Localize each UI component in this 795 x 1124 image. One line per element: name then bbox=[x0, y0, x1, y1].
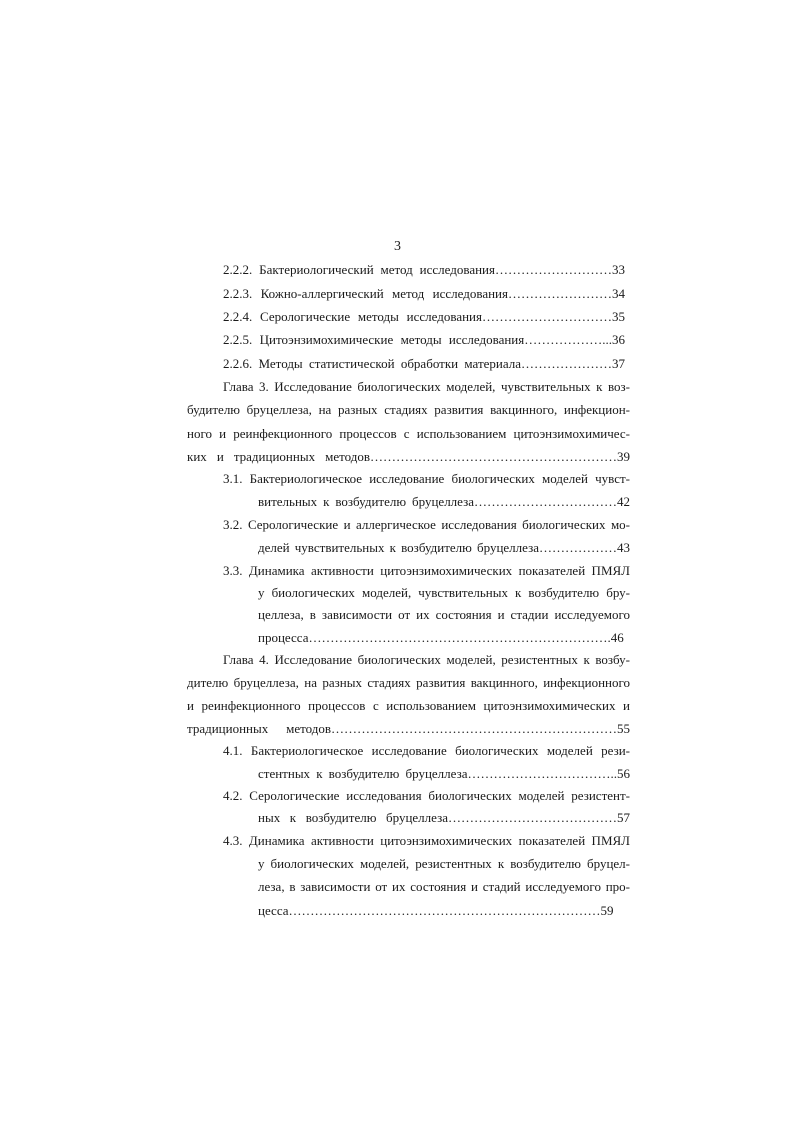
toc-entry-2-2-4: 2.2.4. Серологические методы исследования…………………………35 bbox=[223, 309, 625, 324]
toc-chapter-3-line: ких и традиционных методов…………………………………………………39 bbox=[187, 449, 630, 464]
toc-section-4-2-line: 4.2. Серологические исследования биологических моделей резистент- bbox=[223, 788, 630, 803]
toc-section-3-1-line: 3.1. Бактериологическое исследование биологических моделей чувст- bbox=[223, 471, 630, 486]
page-number: 3 bbox=[394, 239, 401, 254]
toc-entry-2-2-3: 2.2.3. Кожно-аллергический метод исследования……………………34 bbox=[223, 286, 625, 301]
toc-section-4-3-line: леза, в зависимости от их состояния и стадий исследуемого про- bbox=[258, 879, 630, 894]
toc-chapter-3-line: ного и реинфекционного процессов с использованием цитоэнзимохимичес- bbox=[187, 426, 630, 441]
toc-section-3-3-line: процесса…………………………………………………………….46 bbox=[258, 630, 624, 645]
toc-section-4-1-line: стентных к возбудителю бруцеллеза……………………………..56 bbox=[258, 766, 630, 781]
toc-chapter-4-line: дителю бруцеллеза, на разных стадиях развития вакцинного, инфекционного bbox=[187, 675, 630, 690]
toc-entry-2-2-5: 2.2.5. Цитоэнзимохимические методы исследования………………...36 bbox=[223, 332, 625, 347]
toc-section-4-3-line: у биологических моделей, резистентных к возбудителю бруцел- bbox=[258, 856, 630, 871]
toc-entry-2-2-6: 2.2.6. Методы статистической обработки материала…………………37 bbox=[223, 356, 625, 371]
toc-section-3-3-line: 3.3. Динамика активности цитоэнзимохимических показателей ПМЯЛ bbox=[223, 563, 630, 578]
toc-section-4-3-line: цесса………………………………………………………………59 bbox=[258, 903, 614, 918]
toc-section-3-1-line: вительных к возбудителю бруцеллеза……………………………42 bbox=[258, 494, 630, 509]
toc-entry-2-2-2: 2.2.2. Бактериологический метод исследования………………………33 bbox=[223, 262, 625, 277]
toc-section-3-2-line: делей чувствительных к возбудителю бруцеллеза………………43 bbox=[258, 540, 630, 555]
toc-chapter-4-line: Глава 4. Исследование биологических моделей, резистентных к возбу- bbox=[223, 652, 630, 667]
toc-section-4-3-line: 4.3. Динамика активности цитоэнзимохимических показателей ПМЯЛ bbox=[223, 833, 630, 848]
toc-section-4-2-line: ных к возбудителю бруцеллеза…………………………………57 bbox=[258, 810, 630, 825]
toc-section-3-2-line: 3.2. Серологические и аллергическое исследования биологических мо- bbox=[223, 517, 630, 532]
toc-chapter-3-line: будителю бруцеллеза, на разных стадиях развития вакцинного, инфекцион- bbox=[187, 402, 630, 417]
toc-chapter-4-line: и реинфекционного процессов с использованием цитоэнзимохимических и bbox=[187, 698, 630, 713]
toc-section-3-3-line: у биологических моделей, чувствительных к возбудителю бру- bbox=[258, 585, 630, 600]
toc-section-4-1-line: 4.1. Бактериологическое исследование биологических моделей рези- bbox=[223, 743, 630, 758]
toc-chapter-4-line: традиционных методов…………………………………………………………55 bbox=[187, 721, 630, 736]
toc-section-3-3-line: целлеза, в зависимости от их состояния и стадии исследуемого bbox=[258, 607, 630, 622]
toc-chapter-3-line: Глава 3. Исследование биологических моделей, чувствительных к воз- bbox=[223, 379, 630, 394]
